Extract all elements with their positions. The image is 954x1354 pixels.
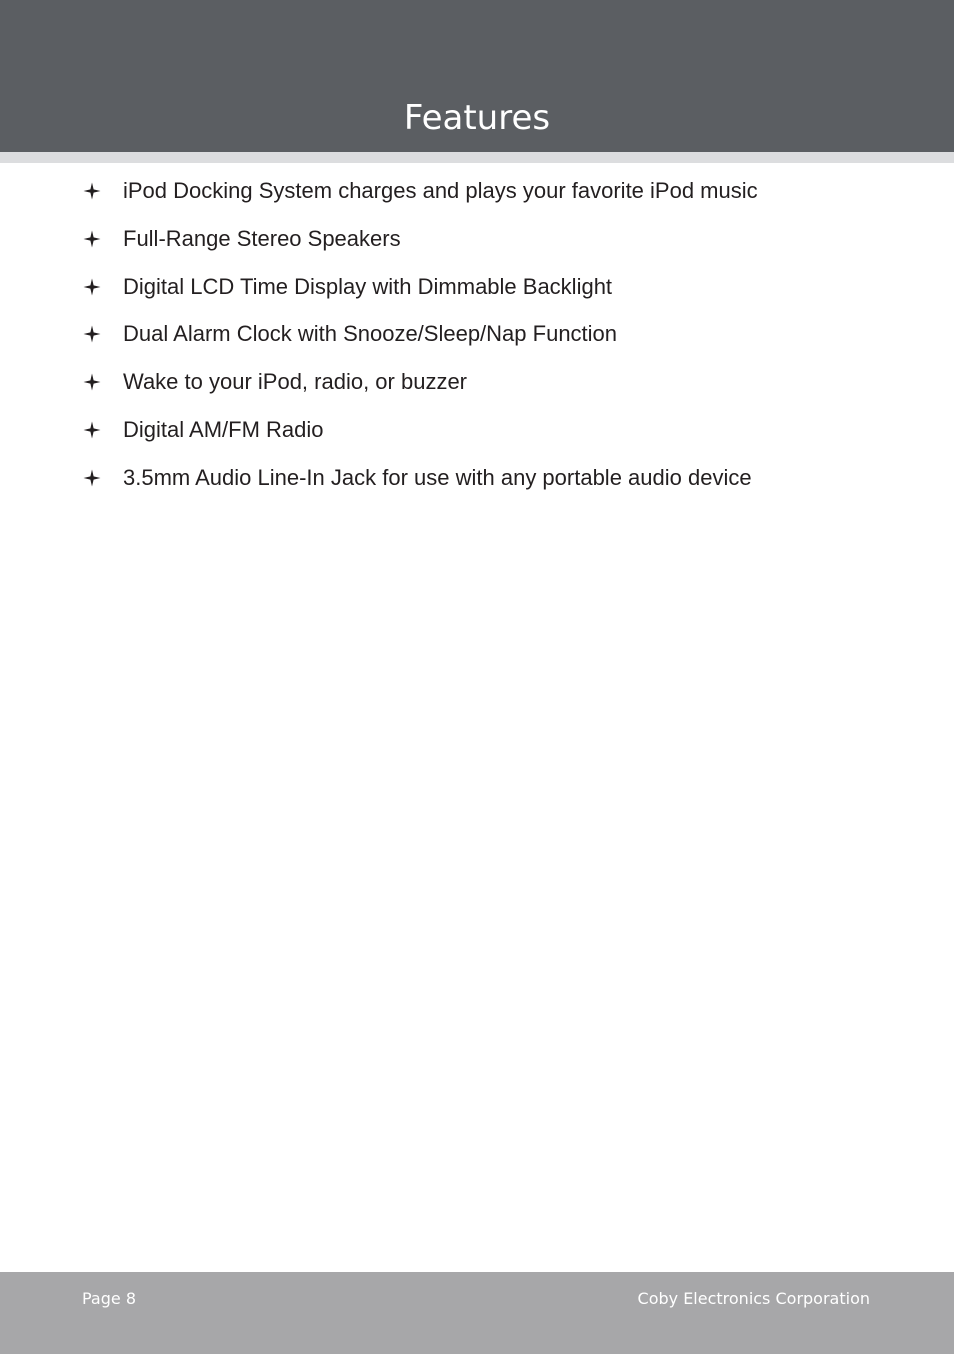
feature-text: Full-Range Stereo Speakers <box>123 225 401 251</box>
list-item <box>0 407 954 455</box>
four-point-star-icon <box>82 181 102 201</box>
feature-text: iPod Docking System charges and plays your favorite iPod music <box>123 178 758 203</box>
feature-text: Wake to your iPod, radio, or buzzer <box>123 369 468 395</box>
four-point-star-icon <box>82 277 102 297</box>
list-item <box>0 359 954 407</box>
list-item <box>0 311 954 359</box>
list-item <box>0 264 954 312</box>
feature-text: Digital AM/FM Radio <box>123 416 324 442</box>
feature-text: 3.5mm Audio Line-In Jack for use with any portable audio device <box>123 464 752 490</box>
four-point-star-icon <box>82 372 102 392</box>
list-item <box>0 216 954 264</box>
page-header <box>0 0 954 152</box>
company-name: Coby Electronics Corporation <box>637 1289 870 1308</box>
header-divider <box>0 152 954 163</box>
list-item <box>0 168 954 216</box>
four-point-star-icon <box>82 229 102 249</box>
page-number: Page 8 <box>82 1289 136 1308</box>
feature-list <box>0 168 954 503</box>
four-point-star-icon <box>82 324 102 344</box>
page-footer <box>0 1272 954 1354</box>
feature-text: Digital LCD Time Display with Dimmable Backlight <box>123 273 613 299</box>
page-title: Features <box>403 98 551 138</box>
four-point-star-icon <box>82 420 102 440</box>
four-point-star-icon <box>82 468 102 488</box>
list-item <box>0 455 954 503</box>
feature-text: Dual Alarm Clock with Snooze/Sleep/Nap Function <box>123 321 618 347</box>
